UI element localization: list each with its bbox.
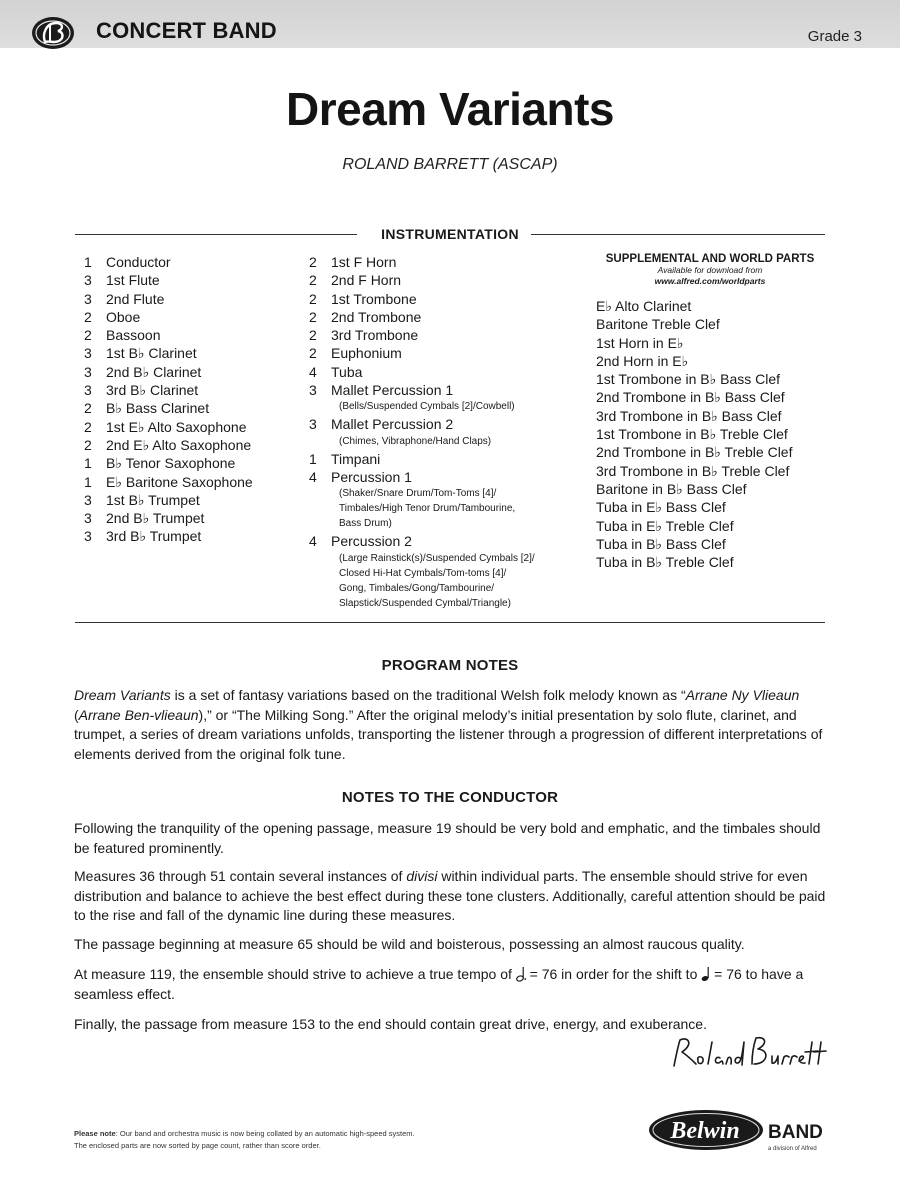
- conductor-notes-heading: NOTES TO THE CONDUCTOR: [341, 789, 559, 806]
- instrument-details: [309, 434, 584, 449]
- note-label: Please note: [74, 1129, 116, 1138]
- instrument-name: 1st B♭ Trumpet: [106, 491, 200, 508]
- instrument-name: Conductor: [106, 254, 171, 270]
- instrument-quantity: 2: [84, 418, 92, 435]
- instrument-row: [84, 436, 294, 454]
- conductor-note-2: [74, 867, 830, 926]
- instrument-name: 2nd Trombone: [331, 308, 422, 325]
- instrument-row: [84, 418, 294, 436]
- instrument-row: [84, 381, 294, 399]
- instrument-row: [84, 473, 294, 491]
- conductor-note-1: Following the tranquility of the opening passage, measure 19 should be very bold and emphatic, and the timbales should be featured prominently.: [74, 820, 821, 856]
- instrument-quantity: 3: [84, 528, 92, 545]
- supplemental-part: 3rd Trombone in B♭ Bass Clef: [596, 407, 782, 424]
- dotted-half-note-icon: [516, 966, 526, 982]
- instrument-row: [84, 326, 294, 344]
- instrument-row: [84, 253, 294, 271]
- instrument-row: [309, 381, 584, 399]
- instrument-name: Oboe: [106, 308, 141, 325]
- supplemental-part: Baritone Treble Clef: [596, 316, 720, 333]
- program-notes-segment: ),” or “The Milking Song.” After the original melody’s initial presentation by solo flute, clarinet, and trumpet, a series of dream variations unfolds, transporting the listener through a progression of different interpretations of elements derived from the original folk tune.: [74, 706, 823, 762]
- instrumentation-title: INSTRUMENTATION: [373, 226, 527, 242]
- concert-band-logo-icon: [30, 12, 78, 52]
- publisher-tagline: a division of Alfred: [768, 1146, 817, 1152]
- instrument-row: [84, 491, 294, 509]
- supplemental-url[interactable]: www.alfred.com/worldparts: [654, 276, 766, 286]
- instrument-quantity: 1: [84, 254, 92, 270]
- supplemental-subheading: Available for download from: [657, 265, 763, 275]
- instrument-quantity: 3: [309, 416, 317, 433]
- instrument-name: 1st E♭ Alto Saxophone: [106, 418, 247, 435]
- instrument-list-column-2: [309, 253, 584, 612]
- instrument-quantity: 1: [84, 473, 92, 490]
- note-segment: Measures 36 through 51 contain several instances of: [74, 868, 407, 884]
- instrument-row: [84, 308, 294, 326]
- instrument-name: Mallet Percussion 1: [331, 382, 454, 399]
- supplemental-part: E♭ Alto Clarinet: [596, 298, 692, 314]
- supplemental-part: 3rd Trombone in B♭ Treble Clef: [596, 462, 790, 479]
- instrument-name: 3rd B♭ Clarinet: [106, 382, 199, 399]
- quarter-note-icon: [701, 966, 710, 982]
- program-notes-heading: PROGRAM NOTES: [381, 657, 519, 674]
- composer-signature: [668, 1030, 828, 1075]
- instrument-detail-line: Gong, Timbales/Gong/Tambourine/: [339, 582, 495, 594]
- instrument-list-column-1: [84, 253, 294, 546]
- publisher-band: BAND: [768, 1122, 823, 1143]
- instrument-quantity: 3: [84, 382, 92, 399]
- instrument-name: Percussion 1: [331, 468, 412, 485]
- instrument-name: E♭ Baritone Saxophone: [106, 473, 253, 490]
- note-line-1: : Our band and orchestra music is now being collated by an automatic high-speed system.: [115, 1129, 415, 1138]
- instrument-row: [309, 415, 584, 433]
- instrument-detail-line: (Bells/Suspended Cymbals [2]/Cowbell): [339, 401, 515, 413]
- instrument-quantity: 2: [84, 400, 92, 417]
- series-label: CONCERT BAND: [96, 18, 277, 43]
- instrument-row: [309, 326, 584, 344]
- instrument-name: 2nd B♭ Clarinet: [106, 363, 202, 380]
- collation-note: [74, 1128, 415, 1152]
- instrument-detail-line: Timbales/High Tenor Drum/Tambourine,: [339, 503, 516, 515]
- instrument-quantity: 2: [309, 345, 317, 362]
- tune-name: Arrane Ny Vlieaun: [685, 687, 800, 703]
- tune-alt-name: Arrane Ben-vlieaun: [78, 706, 199, 723]
- instrument-row: [309, 344, 584, 362]
- grade-label: Grade 3: [807, 28, 862, 45]
- instrument-name: Tuba: [331, 363, 363, 380]
- note-segment: = 76 in order for the shift to: [525, 966, 702, 982]
- divisi-term: divisi: [406, 868, 438, 884]
- instrument-quantity: 3: [84, 272, 92, 289]
- instrument-detail-line: (Chimes, Vibraphone/Hand Claps): [339, 435, 492, 447]
- instrument-name: Percussion 2: [331, 533, 412, 550]
- belwin-band-logo: [648, 1108, 833, 1158]
- instrument-quantity: 3: [84, 510, 92, 527]
- supplemental-part: Tuba in E♭ Treble Clef: [596, 517, 734, 534]
- instrument-row: [309, 468, 584, 486]
- note-segment: within individual parts. The ensemble should strive for even distribution and balance to achieve the best effect during these tone clusters. Additionally, careful attention should be paid to the rise and fall of the dynamic line during these measures.: [74, 868, 826, 923]
- supplemental-part: 2nd Trombone in B♭ Treble Clef: [596, 444, 793, 461]
- instrument-quantity: 4: [309, 468, 317, 485]
- instrument-name: Timpani: [331, 450, 381, 467]
- instrument-row: [84, 527, 294, 545]
- supplemental-parts: [594, 253, 834, 571]
- supplemental-part: 1st Horn in E♭: [596, 334, 684, 351]
- instrument-name: 1st F Horn: [331, 254, 397, 270]
- note-segment: At measure 119, the ensemble should strive to achieve a true tempo of: [74, 966, 516, 982]
- program-notes-title: Dream Variants: [74, 687, 171, 703]
- instrument-quantity: 2: [84, 327, 92, 344]
- program-notes-segment: (: [74, 706, 79, 723]
- instrument-row: [309, 363, 584, 381]
- instrument-name: 3rd Trombone: [331, 327, 419, 344]
- instrument-quantity: 2: [84, 436, 92, 453]
- instrument-quantity: 4: [309, 533, 317, 550]
- instrument-name: 1st B♭ Clarinet: [106, 345, 197, 362]
- instrument-quantity: 3: [84, 290, 92, 307]
- instrument-row: [309, 253, 584, 271]
- instrument-details: [309, 399, 584, 414]
- instrument-row: [309, 271, 584, 289]
- instrument-quantity: 2: [309, 254, 317, 270]
- instrument-detail-line: (Large Rainstick(s)/Suspended Cymbals [2]/: [339, 552, 535, 564]
- instrument-name: Bassoon: [106, 327, 161, 344]
- instrument-row: [84, 290, 294, 308]
- instrument-quantity: 3: [84, 363, 92, 380]
- instrument-quantity: 2: [309, 327, 317, 344]
- composer-credit: ROLAND BARRETT (ASCAP): [342, 156, 558, 173]
- instrument-row: [84, 399, 294, 417]
- instrument-quantity: 3: [309, 382, 317, 399]
- conductor-note-3: The passage beginning at measure 65 should be wild and boisterous, possessing an almost raucous quality.: [74, 936, 745, 952]
- instrument-quantity: 2: [309, 308, 317, 325]
- instrument-quantity: 1: [309, 450, 317, 467]
- instrument-quantity: 2: [309, 290, 317, 307]
- instrument-row: [84, 454, 294, 472]
- section-divider: [75, 622, 825, 623]
- instrument-name: 1st Flute: [106, 272, 160, 289]
- program-notes-text: [74, 686, 830, 764]
- supplemental-part: Tuba in E♭ Bass Clef: [596, 499, 726, 516]
- instrument-row: [84, 509, 294, 527]
- instrument-name: 2nd Flute: [106, 290, 165, 307]
- instrument-name: B♭ Tenor Saxophone: [106, 455, 236, 472]
- instrument-name: 2nd E♭ Alto Saxophone: [106, 436, 252, 453]
- instrument-quantity: 2: [84, 308, 92, 325]
- supplemental-part: 2nd Horn in E♭: [596, 352, 689, 369]
- instrument-details: [309, 551, 584, 611]
- instrument-quantity: 4: [309, 363, 317, 380]
- instrument-name: 2nd F Horn: [331, 272, 402, 289]
- supplemental-heading: SUPPLEMENTAL AND WORLD PARTS: [605, 253, 815, 265]
- supplemental-part: Tuba in B♭ Bass Clef: [596, 535, 726, 552]
- publisher-name: Belwin: [670, 1118, 740, 1144]
- instrument-name: 1st Trombone: [331, 290, 417, 307]
- instrument-detail-line: Bass Drum): [339, 518, 392, 530]
- supplemental-part: 2nd Trombone in B♭ Bass Clef: [596, 389, 785, 406]
- supplemental-list: [594, 297, 834, 571]
- instrument-detail-line: Closed Hi-Hat Cymbals/Tom-toms [4]/: [339, 567, 507, 579]
- instrument-quantity: 3: [84, 345, 92, 362]
- instrument-name: B♭ Bass Clarinet: [106, 400, 210, 417]
- supplemental-part: 1st Trombone in B♭ Treble Clef: [596, 426, 788, 443]
- instrument-row: [309, 308, 584, 326]
- instrument-name: Euphonium: [331, 345, 402, 362]
- instrument-row: [84, 271, 294, 289]
- instrument-name: Mallet Percussion 2: [331, 416, 454, 433]
- note-segment: = 76 to have a seamless effect.: [74, 966, 804, 1002]
- instrument-quantity: 1: [84, 455, 92, 472]
- instrument-row: [309, 450, 584, 468]
- instrument-name: 3rd B♭ Trumpet: [106, 528, 202, 545]
- instrument-detail-line: Slapstick/Suspended Cymbal/Triangle): [339, 597, 511, 609]
- instrument-name: 2nd B♭ Trumpet: [106, 510, 205, 527]
- program-notes-segment: is a set of fantasy variations based on the traditional Welsh folk melody known as “: [170, 687, 686, 703]
- supplemental-part: Tuba in B♭ Treble Clef: [596, 554, 734, 571]
- instrument-detail-line: (Shaker/Snare Drum/Tom-Toms [4]/: [339, 488, 497, 500]
- instrument-row: [309, 290, 584, 308]
- conductor-note-5: Finally, the passage from measure 153 to the end should contain great drive, energy, and exuberance.: [74, 1016, 707, 1032]
- supplemental-part: 1st Trombone in B♭ Bass Clef: [596, 371, 781, 388]
- instrument-quantity: 2: [309, 272, 317, 289]
- supplemental-part: Baritone in B♭ Bass Clef: [596, 480, 747, 497]
- instrument-details: [309, 486, 584, 531]
- note-line-2: The enclosed parts are now sorted by page count, rather than score order.: [74, 1141, 321, 1150]
- instrument-quantity: 3: [84, 491, 92, 508]
- instrumentation-heading: [75, 226, 825, 244]
- conductor-note-4: [74, 965, 830, 1004]
- piece-title: Dream Variants: [286, 83, 614, 135]
- instrument-row: [84, 363, 294, 381]
- instrument-row: [84, 344, 294, 362]
- instrument-row: [309, 532, 584, 550]
